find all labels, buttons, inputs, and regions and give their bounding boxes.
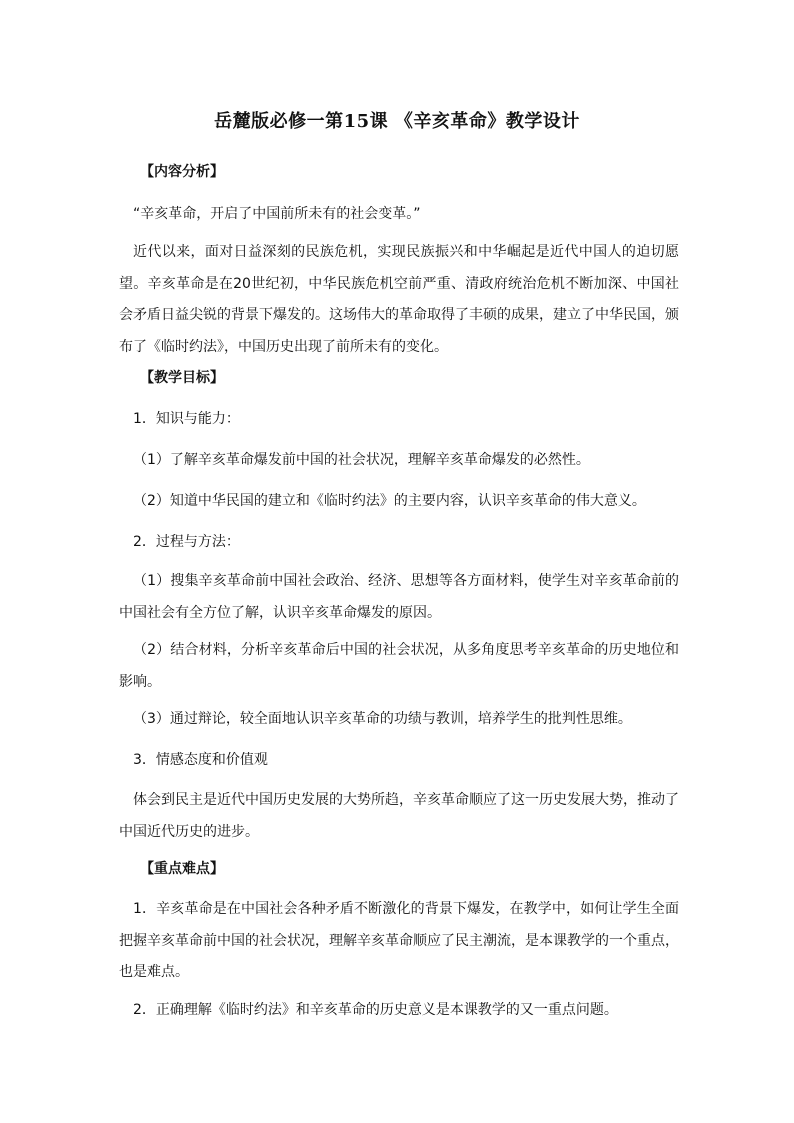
key-points-heading: 【重点难点】 <box>140 861 224 877</box>
goal2-title: 2．过程与方法： <box>133 534 240 550</box>
goal3-text: 体会到民主是近代中国历史发展的大势所趋，辛亥革命顺应了这一历史发展大势，推动了中国近代历史的进步。 <box>119 792 679 840</box>
goal1-item1: （1）了解辛亥革命爆发前中国的社会状况，理解辛亥革命爆发的必然性。 <box>133 452 590 468</box>
goal1-title: 1．知识与能力： <box>133 411 240 427</box>
content-analysis-heading: 【内容分析】 <box>140 164 224 180</box>
goal3-title: 3．情感态度和价值观 <box>133 752 268 768</box>
key-point-2: 2．正确理解《临时约法》和辛亥革命的历史意义是本课教学的又一重点问题。 <box>133 1002 618 1018</box>
content-analysis-paragraph: 近代以来，面对日益深刻的民族危机，实现民族振兴和中华崛起是近代中国人的迫切愿望。辛亥革命是在20世纪初，中华民族危机空前严重、清政府统治危机不断加深、中国社会矛盾日益尖锐的背景下爆发的。这场伟大的革命取得了丰硕的成果，建立了中华民国，颁布了《临时约法》，中国历史出现了前所未有的变化。 <box>119 244 679 355</box>
key-point-1: 1．辛亥革命是在中国社会各种矛盾不断激化的背景下爆发，在教学中，如何让学生全面把握辛亥革命前中国的社会状况，理解辛亥革命顺应了民主潮流，是本课教学的一个重点，也是难点。 <box>119 901 679 980</box>
goal2-item1: （1）搜集辛亥革命前中国社会政治、经济、思想等各方面材料，使学生对辛亥革命前的中国社会有全方位了解，认识辛亥革命爆发的原因。 <box>119 573 679 621</box>
goal2-item2: （2）结合材料，分析辛亥革命后中国的社会状况，从多角度思考辛亥革命的历史地位和影响。 <box>119 642 679 690</box>
goal2-item3: （3）通过辩论，较全面地认识辛亥革命的功绩与教训，培养学生的批判性思维。 <box>133 711 632 727</box>
document-title: 岳麓版必修一第15课 《辛亥革命》教学设计 <box>214 111 580 132</box>
teaching-goals-heading: 【教学目标】 <box>140 370 224 386</box>
content-analysis-quote: “辛亥革命，开启了中国前所未有的社会变革。” <box>133 206 421 222</box>
goal1-item2: （2）知道中华民国的建立和《临时约法》的主要内容，认识辛亥革命的伟大意义。 <box>133 493 646 509</box>
